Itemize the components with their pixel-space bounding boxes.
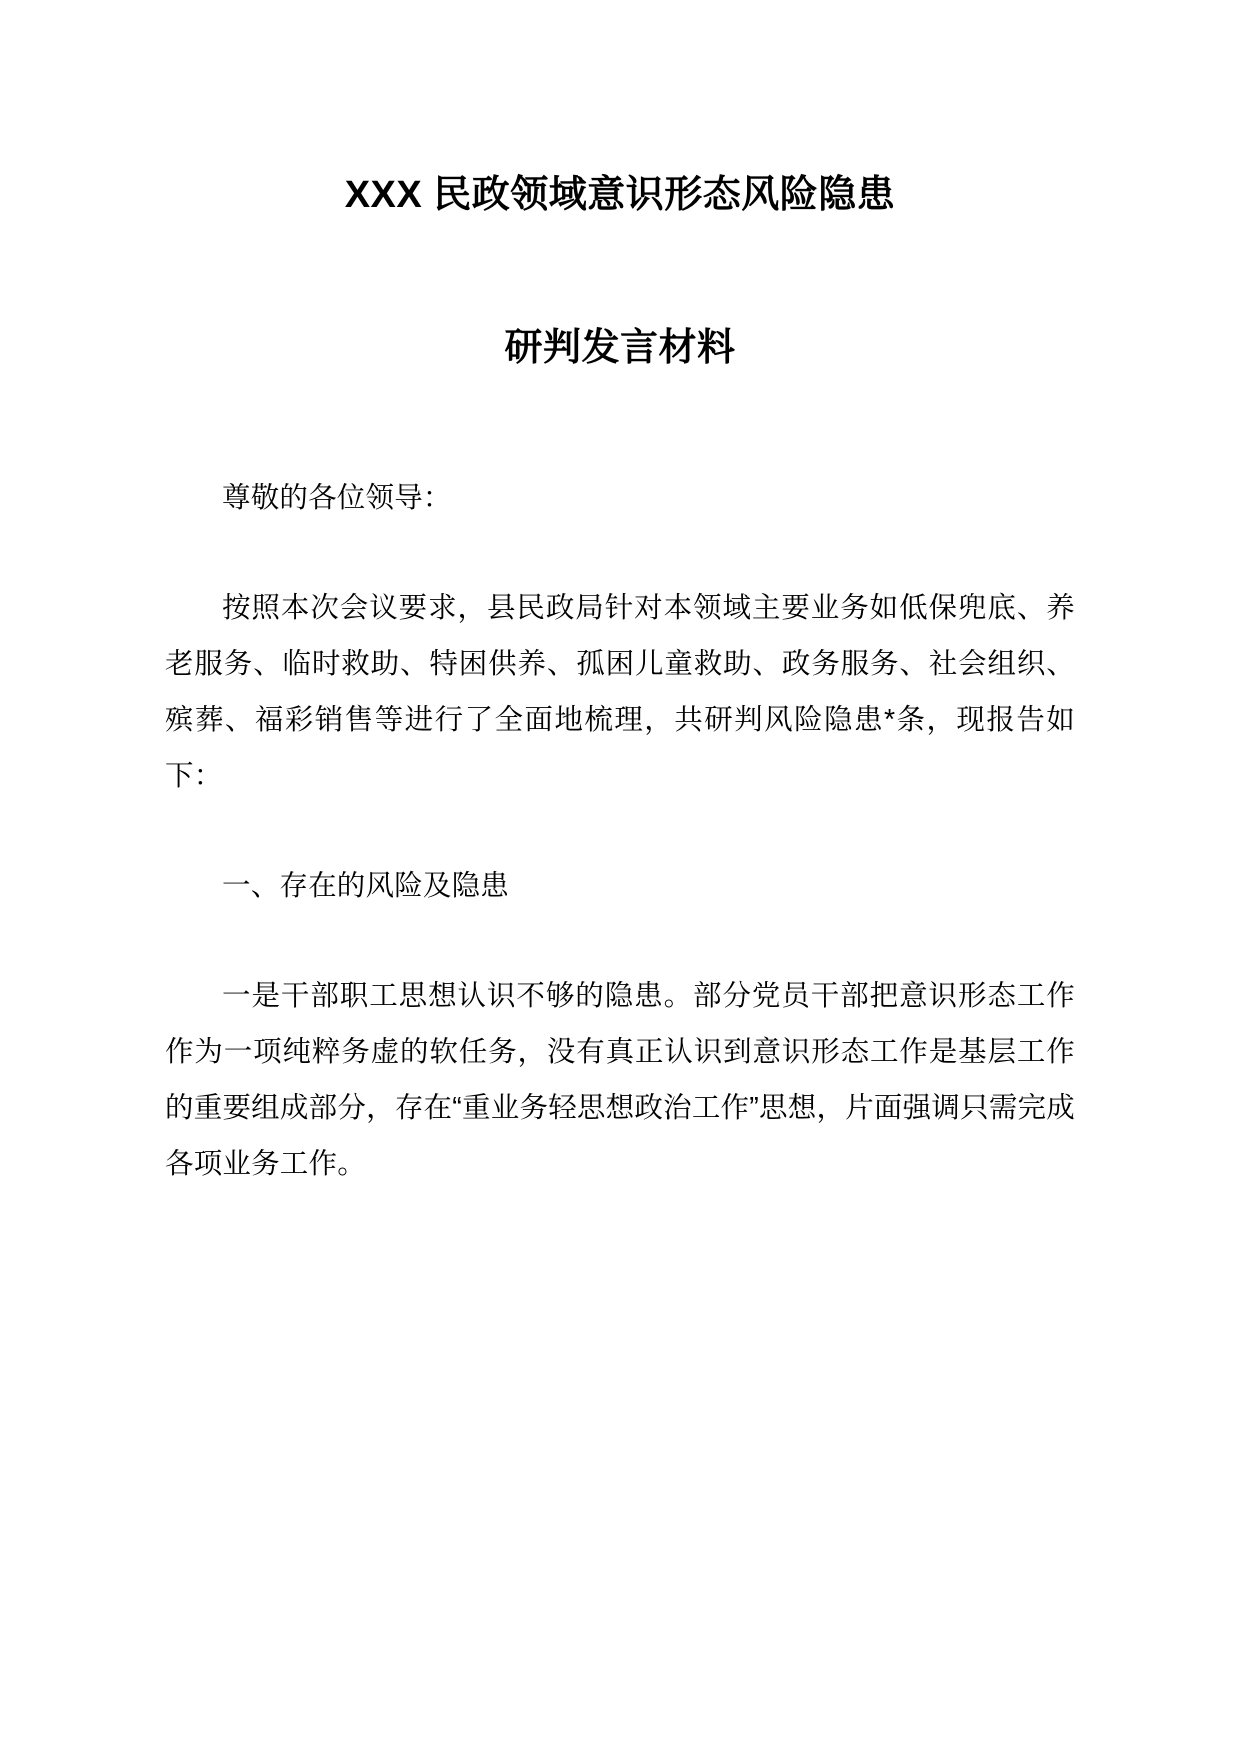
salutation: 尊敬的各位领导： (222, 482, 452, 514)
paragraph-risk-item-1: 一是干部职工思想认识不够的隐患。部分党员干部把意识形态工作作为一项纯粹务虚的软任务，没有真正认识到意识形态工作是基层工作的重要组成部分，存在“重业务轻思想政治工作”思想，片面强调只需完成各项业务工作。 (165, 980, 1075, 1180)
document-body (165, 372, 1075, 1192)
document-title-line-2: 研判发言材料 (504, 326, 736, 369)
section-heading-existing-risks: 一、存在的风险及隐患 (222, 870, 510, 902)
paragraph-intro: 按照本次会议要求，县民政局针对本领域主要业务如低保兜底、养老服务、临时救助、特困供养、孤困儿童救助、政务服务、社会组织、殡葬、福彩销售等进行了全面地梳理，共研判风险隐患*条，现报告如下： (165, 592, 1075, 792)
document-title-line-1: XXX 民政领域意识形态风险隐患 (344, 174, 896, 216)
